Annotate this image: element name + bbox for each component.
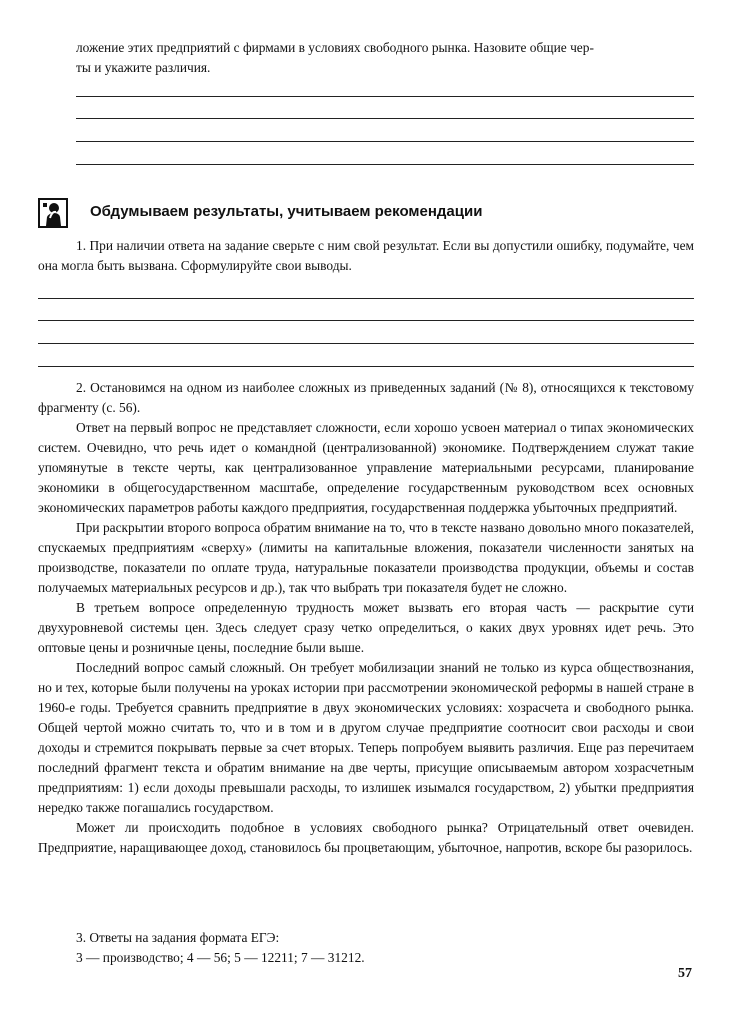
thinking-person-icon — [38, 198, 68, 228]
item-2-para1: Ответ на первый вопрос не представляет сложности, если хорошо усвоен материал о типах экономических систем. Очевидно, что речь идет о командной (централизованной) экономике. Подтверждением служат такие упомянутые в тексте черты, как централизованное управление материальными ресурсами, планирование экономики в общегосударственном масштабе, определение государственным руководством всех основных экономических параметров работы каждого предприятия, государственная поддержка убыточных предприятий. — [38, 420, 694, 515]
top-paragraph — [76, 38, 694, 78]
item-2-para4: Последний вопрос самый сложный. Он требует мобилизации знаний не только из курса обществознания, но и тех, которые были получены на уроках истории при рассмотрении экономической реформы в нашей стране в 1960-е годы. Требуется сравнить предприятие в двух экономических условиях: хозрасчета и свободного рынка. Общей чертой можно считать то, что и в том и в другом случае предприятие соотносит свои расходы и свои доходы и стремится покрывать первые за счет вторых. Теперь попробуем выявить различия. Еще раз перечитаем последний фрагмент текста и обратим внимание на две черты, присущие описываемым автором хозрасчетным предприятиям: 1) если доходы превышали расходы, то излишек изымался государством, 2) убытки предприятия нередко также погашались государством. — [38, 660, 694, 815]
page-number: 57 — [678, 966, 692, 981]
section-header — [38, 198, 694, 232]
answer-line — [76, 141, 694, 142]
item-1: 1. При наличии ответа на задание сверьте с ним свой результат. Если вы допустили ошибку, подумайте, чем она могла быть вызвана. Сформулируйте свои выводы. — [38, 238, 694, 273]
item-3-answers: 3 — производство; 4 — 56; 5 — 12211; 7 — 31212. — [76, 950, 365, 965]
item-2 — [38, 378, 694, 858]
item-2-para5: Может ли происходить подобное в условиях свободного рынка? Отрицательный ответ очевиден. Предприятие, наращивающее доход, становилось бы процветающим, убыточное, напротив, вскоре бы разорилось. — [38, 820, 694, 855]
answer-line — [38, 320, 694, 321]
item-2-intro: 2. Остановимся на одном из наиболее сложных из приведенных заданий (№ 8), относящихся к текстовому фрагменту (с. 56). — [38, 380, 694, 415]
item-3-title: 3. Ответы на задания формата ЕГЭ: — [76, 930, 280, 945]
top-paragraph-line1: ложение этих предприятий с фирмами в условиях свободного рынка. Назовите общие чер- — [76, 40, 594, 55]
answer-line — [76, 118, 694, 119]
answer-line — [76, 164, 694, 165]
answer-line — [38, 298, 694, 299]
answer-line — [38, 343, 694, 344]
item-2-para3: В третьем вопросе определенную трудность может вызвать его вторая часть — раскрытие сути двухуровневой системы цен. Здесь следует сразу четко определиться, о каких двух уровнях идет речь. Это оптовые цены и розничные цены, последние были выше. — [38, 600, 694, 655]
item-3 — [38, 928, 694, 968]
section-heading: Обдумываем результаты, учитываем рекомендации — [90, 203, 483, 220]
item-2-para2: При раскрытии второго вопроса обратим внимание на то, что в тексте названо довольно много показателей, спускаемых предприятиям «сверху» (лимиты на капитальные вложения, показатели численности занятых на производстве, показатели по оплате труда, натуральные показатели производства продукции, объемы и состав получаемых материальных ресурсов и др.), так что выбрать три показателя будет не сложно. — [38, 520, 694, 595]
top-paragraph-line2: ты и укажите различия. — [76, 60, 211, 75]
answer-line — [76, 96, 694, 97]
answer-line — [38, 366, 694, 367]
